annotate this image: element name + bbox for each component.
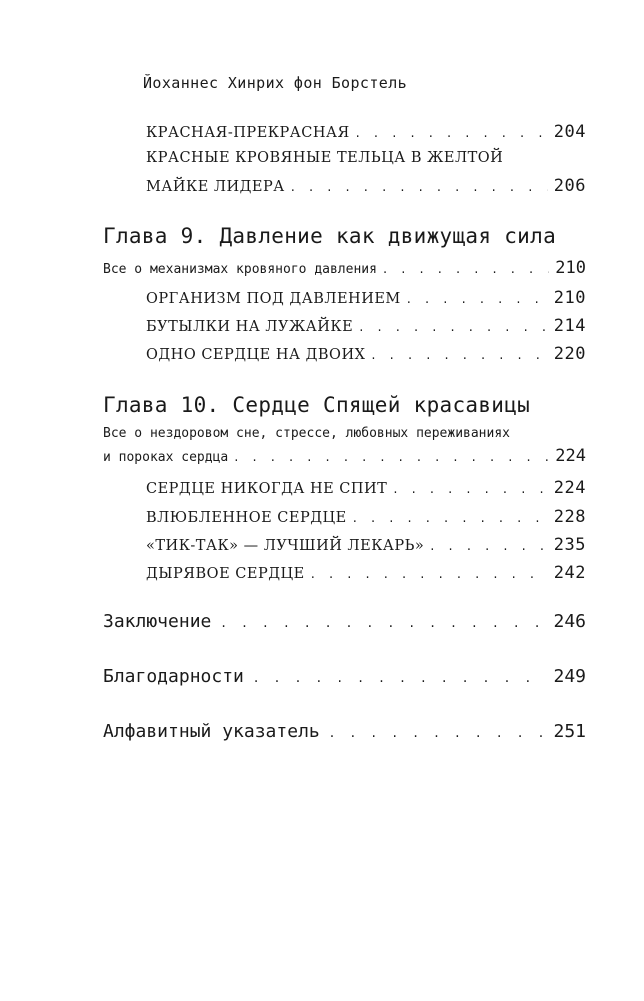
dot-leader [330, 725, 544, 741]
chapter-description-page: 210 [555, 258, 586, 278]
toc-entry-label: БУТЫЛКИ НА ЛУЖАЙКЕ [146, 319, 354, 335]
toc-entry[interactable] [146, 535, 586, 555]
toc-entry-page: 210 [553, 288, 586, 308]
dot-leader [359, 320, 548, 335]
dot-leader [383, 262, 549, 277]
dot-leader [254, 670, 544, 686]
toc-entry-page: 224 [553, 478, 586, 498]
toc-entry-page: 220 [553, 344, 586, 364]
dot-leader [353, 511, 548, 526]
toc-entry[interactable] [146, 176, 586, 196]
toc-entry-page: 235 [553, 535, 586, 555]
toc-entry-label: ОРГАНИЗМ ПОД ДАВЛЕНИЕМ [146, 291, 401, 307]
dot-leader [221, 615, 543, 631]
dot-leader [371, 348, 547, 363]
toc-entry-label: ВЛЮБЛЕННОЕ СЕРДЦЕ [146, 510, 347, 526]
chapter-9-title[interactable]: Глава 9. Давление как движущая сила [103, 224, 557, 248]
toc-entry[interactable] [146, 122, 586, 142]
toc-entry-page: 246 [553, 611, 586, 632]
toc-entry-label: Заключение [103, 611, 212, 632]
toc-entry[interactable] [146, 316, 586, 336]
dot-leader [311, 567, 548, 582]
chapter-9-description[interactable] [103, 258, 586, 278]
toc-entry-label-line1[interactable]: КРАСНЫЕ КРОВЯНЫЕ ТЕЛЬЦА В ЖЕЛТОЙ [146, 150, 504, 166]
toc-entry-page: 206 [553, 176, 586, 196]
chapter-description-label: и пороках сердца [103, 450, 229, 465]
toc-entry-index[interactable] [103, 721, 586, 742]
chapter-description-page: 224 [555, 446, 586, 466]
toc-entry-label: МАЙКЕ ЛИДЕРА [146, 179, 285, 195]
chapter-10-description[interactable] [103, 446, 586, 466]
toc-entry-page: 251 [553, 721, 586, 742]
toc-entry-page: 214 [553, 316, 586, 336]
toc-entry-label: Благодарности [103, 666, 244, 687]
toc-entry[interactable] [146, 507, 586, 527]
toc-entry-label: КРАСНАЯ-ПРЕКРАСНАЯ [146, 125, 350, 141]
toc-entry-acknowledgments[interactable] [103, 666, 586, 687]
chapter-10-title[interactable]: Глава 10. Сердце Спящей красавицы [103, 393, 531, 417]
dot-leader [234, 450, 549, 465]
dot-leader [430, 539, 547, 554]
running-header: Йоханнес Хинрих фон Борстель [143, 74, 408, 92]
toc-entry-page: 242 [553, 563, 586, 583]
dot-leader [393, 482, 547, 497]
toc-entry-label: ДЫРЯВОЕ СЕРДЦЕ [146, 566, 305, 582]
chapter-10-description-line1[interactable]: Все о нездоровом сне, стрессе, любовных переживаниях [103, 426, 510, 441]
toc-entry-label: ОДНО СЕРДЦЕ НА ДВОИХ [146, 347, 366, 363]
toc-entry-page: 228 [553, 507, 586, 527]
dot-leader [291, 180, 548, 195]
toc-entry-label: СЕРДЦЕ НИКОГДА НЕ СПИТ [146, 481, 388, 497]
toc-entry[interactable] [146, 563, 586, 583]
chapter-description-label: Все о механизмах кровяного давления [103, 262, 377, 277]
toc-entry[interactable] [146, 478, 586, 498]
toc-entry[interactable] [146, 344, 586, 364]
toc-entry-label: Алфавитный указатель [103, 721, 320, 742]
toc-entry-page: 204 [553, 122, 586, 142]
dot-leader [407, 292, 548, 307]
toc-entry[interactable] [146, 288, 586, 308]
toc-entry-label: «ТИК-ТАК» — ЛУЧШИЙ ЛЕКАРЬ» [146, 538, 425, 554]
dot-leader [356, 126, 548, 141]
toc-entry-conclusion[interactable] [103, 611, 586, 632]
toc-entry-page: 249 [553, 666, 586, 687]
